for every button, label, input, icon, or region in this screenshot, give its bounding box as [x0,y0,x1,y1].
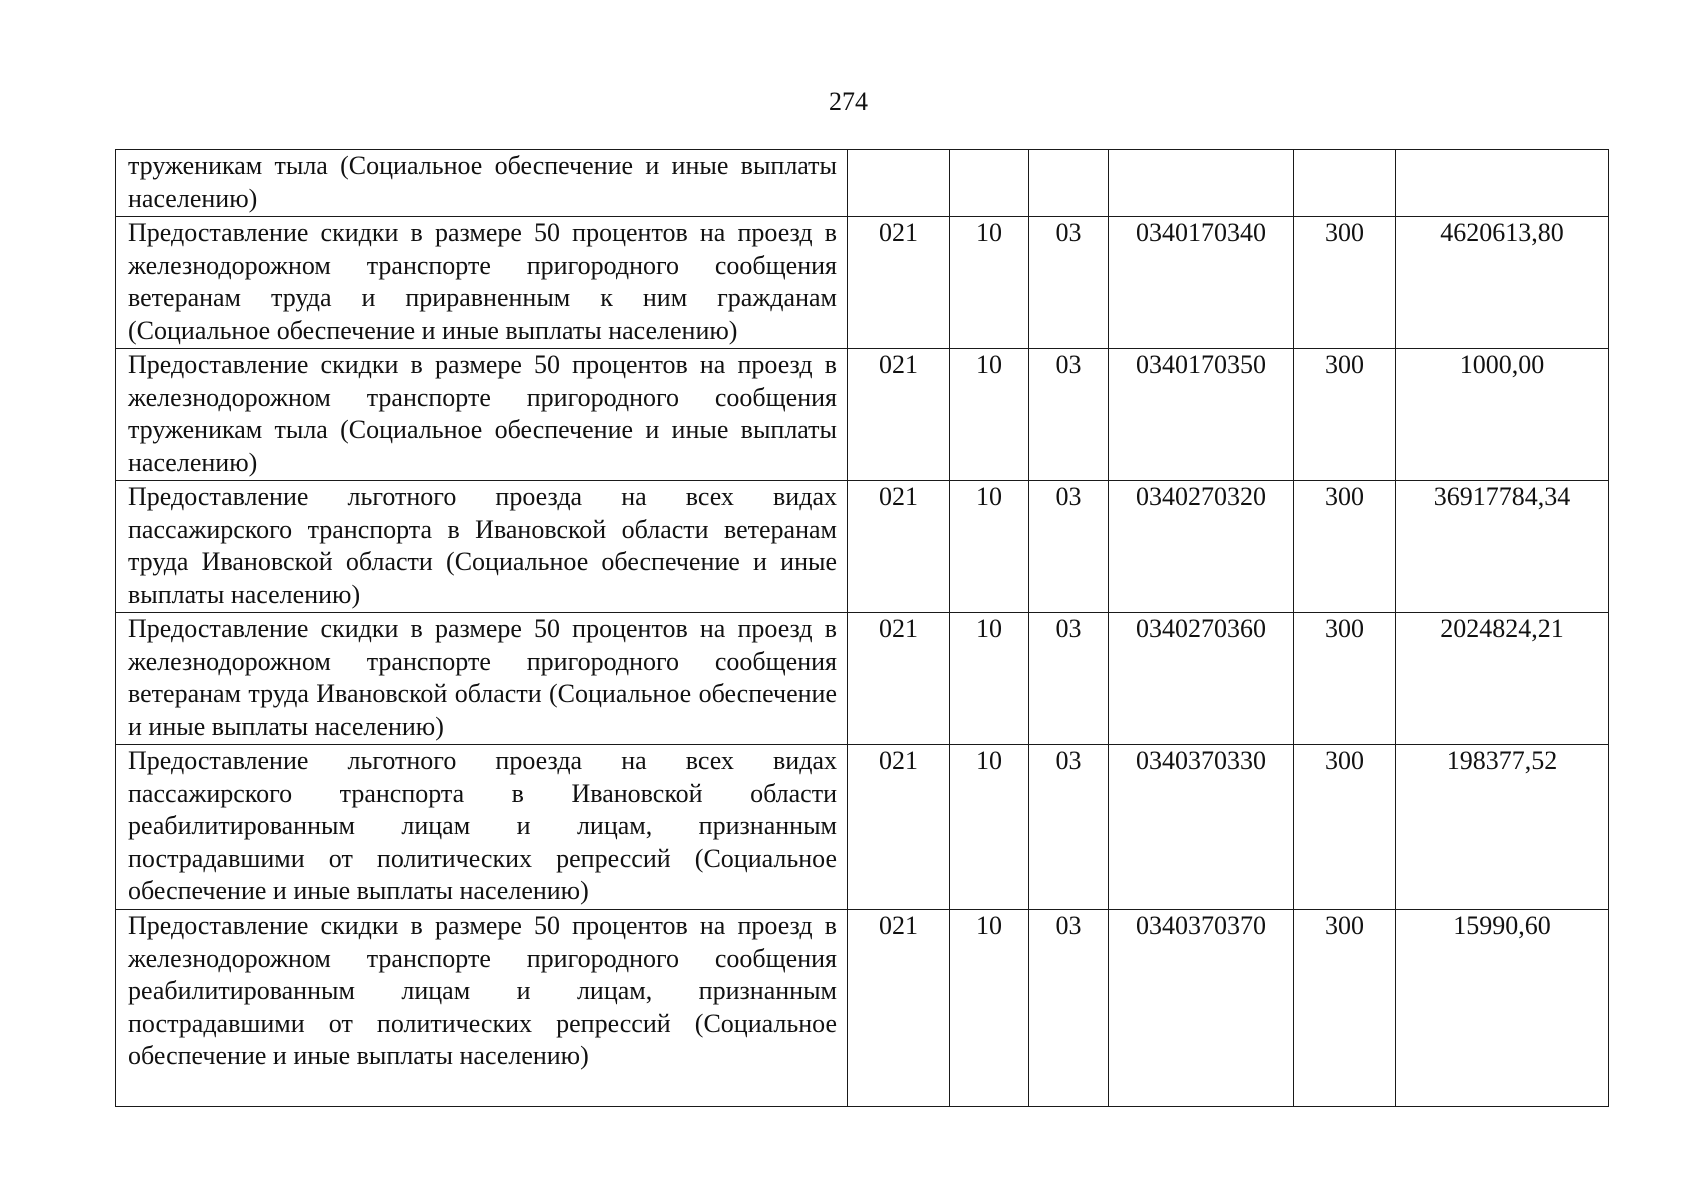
row-description: Предоставление льготного проезда на всех видах пассажирского транспорта в Ивановской области реабилитированным лицам и лицам, признанным пострадавшими от политических репрессий (Социальное обеспечение и иные выплаты населению) [116,745,848,910]
row-subsection: 03 [1029,613,1109,745]
row-description: Предоставление льготного проезда на всех видах пассажирского транспорта в Ивановской области ветеранам труда Ивановской области (Социальное обеспечение и иные выплаты населению) [116,481,848,613]
row-target-article [1109,150,1294,217]
row-subsection: 03 [1029,481,1109,613]
row-subsection [1029,150,1109,217]
row-target-article: 0340270320 [1109,481,1294,613]
row-amount: 1000,00 [1396,349,1609,481]
row-target-article: 0340370330 [1109,745,1294,910]
row-description: Предоставление скидки в размере 50 процентов на проезд в железнодорожном транспорте пригородного сообщения реабилитированным лицам и лицам, признанным пострадавшими от политических репрессий (Социальное обеспечение и иные выплаты населению) [116,910,848,1107]
row-description: Предоставление скидки в размере 50 процентов на проезд в железнодорожном транспорте пригородного сообщения ветеранам труда и приравненным к ним гражданам (Социальное обеспечение и иные выплаты населению) [116,217,848,349]
row-amount: 15990,60 [1396,910,1609,1107]
table-row [116,217,1609,349]
table-row [116,481,1609,613]
page-number: 274 [829,87,868,116]
row-section: 10 [950,910,1029,1107]
row-expense-type: 300 [1294,481,1396,613]
row-expense-type: 300 [1294,349,1396,481]
table-row [116,613,1609,745]
row-admin-code: 021 [848,349,950,481]
row-amount [1396,150,1609,217]
table-row [116,910,1609,1107]
row-target-article: 0340170340 [1109,217,1294,349]
table-row [116,745,1609,910]
budget-table [115,149,1609,1107]
row-section: 10 [950,349,1029,481]
row-amount: 198377,52 [1396,745,1609,910]
row-subsection: 03 [1029,349,1109,481]
row-amount: 2024824,21 [1396,613,1609,745]
row-target-article: 0340270360 [1109,613,1294,745]
row-admin-code [848,150,950,217]
row-subsection: 03 [1029,910,1109,1107]
row-subsection: 03 [1029,745,1109,910]
row-target-article: 0340170350 [1109,349,1294,481]
table-row [116,349,1609,481]
row-admin-code: 021 [848,217,950,349]
row-expense-type: 300 [1294,613,1396,745]
row-description: Предоставление скидки в размере 50 процентов на проезд в железнодорожном транспорте пригородного сообщения труженикам тыла (Социальное обеспечение и иные выплаты населению) [116,349,848,481]
row-expense-type: 300 [1294,745,1396,910]
row-admin-code: 021 [848,910,950,1107]
row-subsection: 03 [1029,217,1109,349]
row-section: 10 [950,481,1029,613]
row-target-article: 0340370370 [1109,910,1294,1107]
row-expense-type [1294,150,1396,217]
row-section [950,150,1029,217]
row-expense-type: 300 [1294,217,1396,349]
row-amount: 4620613,80 [1396,217,1609,349]
row-section: 10 [950,613,1029,745]
row-admin-code: 021 [848,481,950,613]
row-description: Предоставление скидки в размере 50 процентов на проезд в железнодорожном транспорте пригородного сообщения ветеранам труда Ивановской области (Социальное обеспечение и иные выплаты населению) [116,613,848,745]
row-section: 10 [950,745,1029,910]
row-amount: 36917784,34 [1396,481,1609,613]
row-expense-type: 300 [1294,910,1396,1107]
row-description: труженикам тыла (Социальное обеспечение и иные выплаты населению) [116,150,848,217]
row-section: 10 [950,217,1029,349]
row-admin-code: 021 [848,745,950,910]
row-admin-code: 021 [848,613,950,745]
table-row [116,150,1609,217]
